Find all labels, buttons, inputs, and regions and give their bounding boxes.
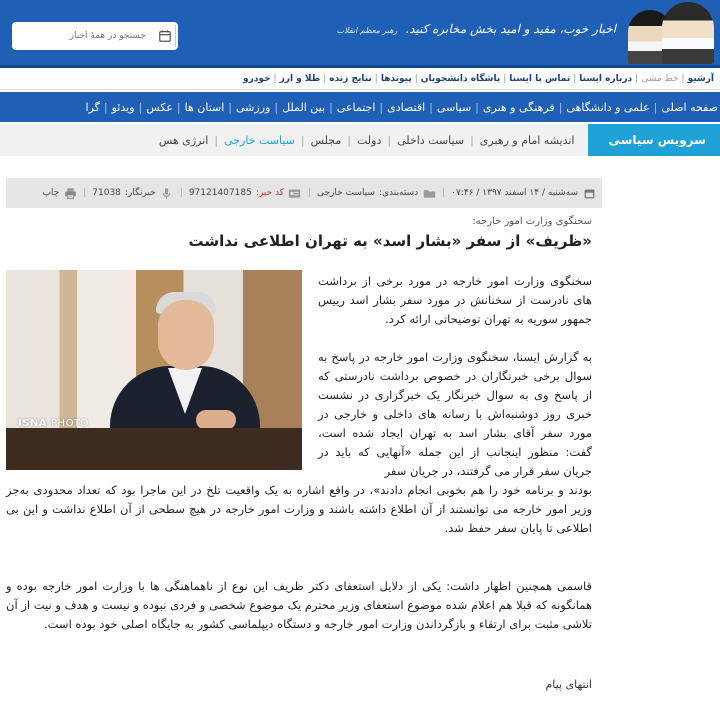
leaders-portrait-image (624, 0, 716, 64)
nav-divider: | (475, 100, 479, 114)
service-title[interactable]: سرویس سیاسی (588, 124, 720, 156)
watermark-brand: ISNA (18, 418, 48, 429)
subnav-imam-leadership[interactable]: اندیشه امام و رهبری (479, 133, 575, 147)
watermark-text: PHOTO (51, 418, 89, 429)
service-subnav (0, 124, 720, 156)
print-button[interactable] (42, 186, 77, 200)
top-links-bar (0, 68, 720, 90)
article-paragraph-1: سخنگوی وزارت امور خارجه در مورد برخی از برداشت های نادرست از سخنانش در مورد سفر بشار اسد رییس جمهور سوریه به تهران توضیحاتی ارائه کرد. (318, 274, 592, 326)
microphone-icon (160, 186, 174, 200)
photo-subject-face (158, 300, 214, 370)
nav-economy[interactable]: اقتصادی (387, 100, 426, 114)
separator: | (374, 73, 378, 84)
nav-divider: | (653, 100, 658, 114)
separator: | (179, 188, 183, 198)
category-value[interactable]: سیاست خارجی (317, 188, 375, 198)
separator: | (323, 73, 327, 84)
nav-divider: | (138, 100, 143, 114)
nav-provinces[interactable]: استان ها (184, 100, 225, 114)
nav-social[interactable]: اجتماعی (336, 100, 376, 114)
article-photo (6, 270, 302, 470)
site-header (0, 0, 720, 68)
separator: | (573, 73, 577, 84)
top-link-contact[interactable]: تماس با ایسنا (509, 73, 571, 84)
nav-divider: | (379, 100, 384, 114)
photo-subject-hands (196, 410, 236, 430)
category-label: دسته‌بندی: (378, 188, 419, 198)
article-paragraph-2-bottom: بودند و برنامه خود را هم بخوبی انجام دادند»، در واقع اشاره به یک واقعیت تلخ در این ماجرا بود که تعداد محدودی به‌جز وزیر امور خارجه می توانستند از آن اطلاع داشته باشند و وزارت امور خارجه در هیچ سطحی از آن اطلاع نداشت و این بی اطلاعی تا پایان سفر حفظ شد. (6, 483, 592, 535)
separator: | (442, 188, 446, 198)
main-navigation (0, 92, 720, 122)
top-link-policy[interactable]: خط مشی (641, 73, 679, 84)
nav-divider: | (329, 100, 333, 114)
nav-divider: | (274, 100, 279, 114)
top-link-about[interactable]: درباره ایسنا (579, 73, 633, 84)
nav-divider: | (103, 100, 108, 114)
print-label: چاپ (42, 188, 60, 198)
article-paragraph-3: قاسمی همچنین اظهار داشت: یکی از دلایل استعفای دکتر ظریف این نوع از ناهماهنگی ها با وزارت امور خارجه بوده و همانگونه که قبلا هم اعلام شده موضوع استعفای وزیر محترم یک موضوع شخصی و فردی نبوده و نیست و هدف و نیت از آن تلاشی مثبت برای ارتقاء و بازگرداندن وزارت امور خارجه و دستگاه دیپلماسی کشور به جایگاه اصلی خود بوده است. (6, 579, 592, 631)
nav-sports[interactable]: ورزشی (236, 100, 271, 114)
slogan-text: اخبار خوب، مفید و امید بخش مخابره کنید. (405, 22, 616, 36)
article-info-bar (6, 178, 602, 208)
publish-date: سه‌شنبه / ۱۴ اسفند ۱۳۹۷ / ۰۷:۴۶ (451, 188, 578, 198)
subnav-divider: | (214, 133, 219, 147)
article-kicker: سخنگوی وزارت امور خارجه: (472, 216, 592, 227)
separator: | (307, 188, 312, 198)
nav-divider: | (429, 100, 433, 114)
subnav-divider: | (387, 133, 392, 147)
reporter-label: خبرنگار: (124, 188, 156, 198)
nav-divider: | (228, 100, 233, 114)
date-group (451, 186, 596, 200)
calendar-icon[interactable] (154, 25, 176, 47)
nav-divider: | (176, 100, 181, 114)
nav-science[interactable]: علمی و دانشگاهی (566, 100, 650, 114)
top-link-archive[interactable]: آرشیو (687, 73, 714, 84)
header-slogan (337, 22, 616, 36)
separator: | (83, 188, 87, 198)
nav-photo[interactable]: عکس (146, 100, 173, 114)
portrait-right (662, 2, 714, 64)
subnav-government[interactable]: دولت (357, 133, 382, 147)
article-end-note: انتهای پیام (545, 678, 592, 691)
reporter-value: 71038 (92, 188, 121, 198)
calendar-icon (582, 186, 596, 200)
news-code-group (189, 186, 302, 200)
news-code-label: کد خبر: (255, 188, 284, 198)
article-paragraph-2-top: به گزارش ایسنا، سخنگوی وزارت امور خارجه در پاسخ به سوال برخی خبرنگاران در خصوص برداشت نادرستی که از پاسخ وی به سوال خبرنگار یک خبرگزاری در نشست خبری روز دوشنبه‌اش با رسانه های داخلی و خارجی در مورد سفر آقای بشار اسد به تهران ایجاد شده است، گفت: منظور اینجانب از این جمله «آنهایی که باید در جریان سفر قرار می گرفتند، در جریان سفر (318, 350, 592, 478)
nav-video[interactable]: ویدئو (111, 100, 135, 114)
top-link-links[interactable]: پیوندها (380, 73, 412, 84)
separator: | (503, 73, 507, 84)
nav-home[interactable]: صفحه اصلی (661, 100, 718, 114)
reporter-group (92, 186, 173, 200)
subnav-parliament[interactable]: مجلس (310, 133, 342, 147)
subnav-divider: | (470, 133, 474, 147)
news-code-value: 97121407185 (188, 188, 252, 198)
top-link-gold-currency[interactable]: طلا و ارز (279, 73, 321, 84)
separator: | (414, 73, 418, 84)
search-input[interactable] (12, 22, 154, 50)
subnav-foreign-policy[interactable]: سیاست خارجی (224, 133, 295, 147)
subnav-domestic-policy[interactable]: سیاست داخلی (397, 133, 465, 147)
top-link-live-results[interactable]: نتایج زنده (329, 73, 372, 84)
separator: | (681, 73, 685, 84)
subnav-divider: | (300, 133, 305, 147)
nav-international[interactable]: بین الملل (282, 100, 326, 114)
photo-watermark (18, 418, 89, 429)
separator: | (273, 73, 277, 84)
slogan-attribution: رهبر معظم انقلاب (336, 26, 398, 35)
article-headline: «ظریف» از سفر «بشار اسد» به تهران اطلاعی نداشت (188, 232, 592, 250)
printer-icon (63, 186, 77, 200)
subnav-nuclear-energy[interactable]: انرژی هس (158, 133, 209, 147)
top-link-student-club[interactable]: باشگاه دانشجویان (420, 73, 501, 84)
folder-icon (422, 186, 436, 200)
separator: | (635, 73, 639, 84)
photo-desk (6, 428, 302, 470)
nav-divider: | (558, 100, 563, 114)
subnav-divider: | (347, 133, 351, 147)
top-link-car[interactable]: خودرو (243, 73, 271, 84)
nav-politics[interactable]: سیاسی (436, 100, 472, 114)
id-card-icon (288, 186, 302, 200)
nav-more[interactable]: گرا (85, 100, 100, 114)
category-group (317, 186, 436, 200)
search-box (12, 22, 178, 50)
nav-culture[interactable]: فرهنگی و هنری (482, 100, 555, 114)
